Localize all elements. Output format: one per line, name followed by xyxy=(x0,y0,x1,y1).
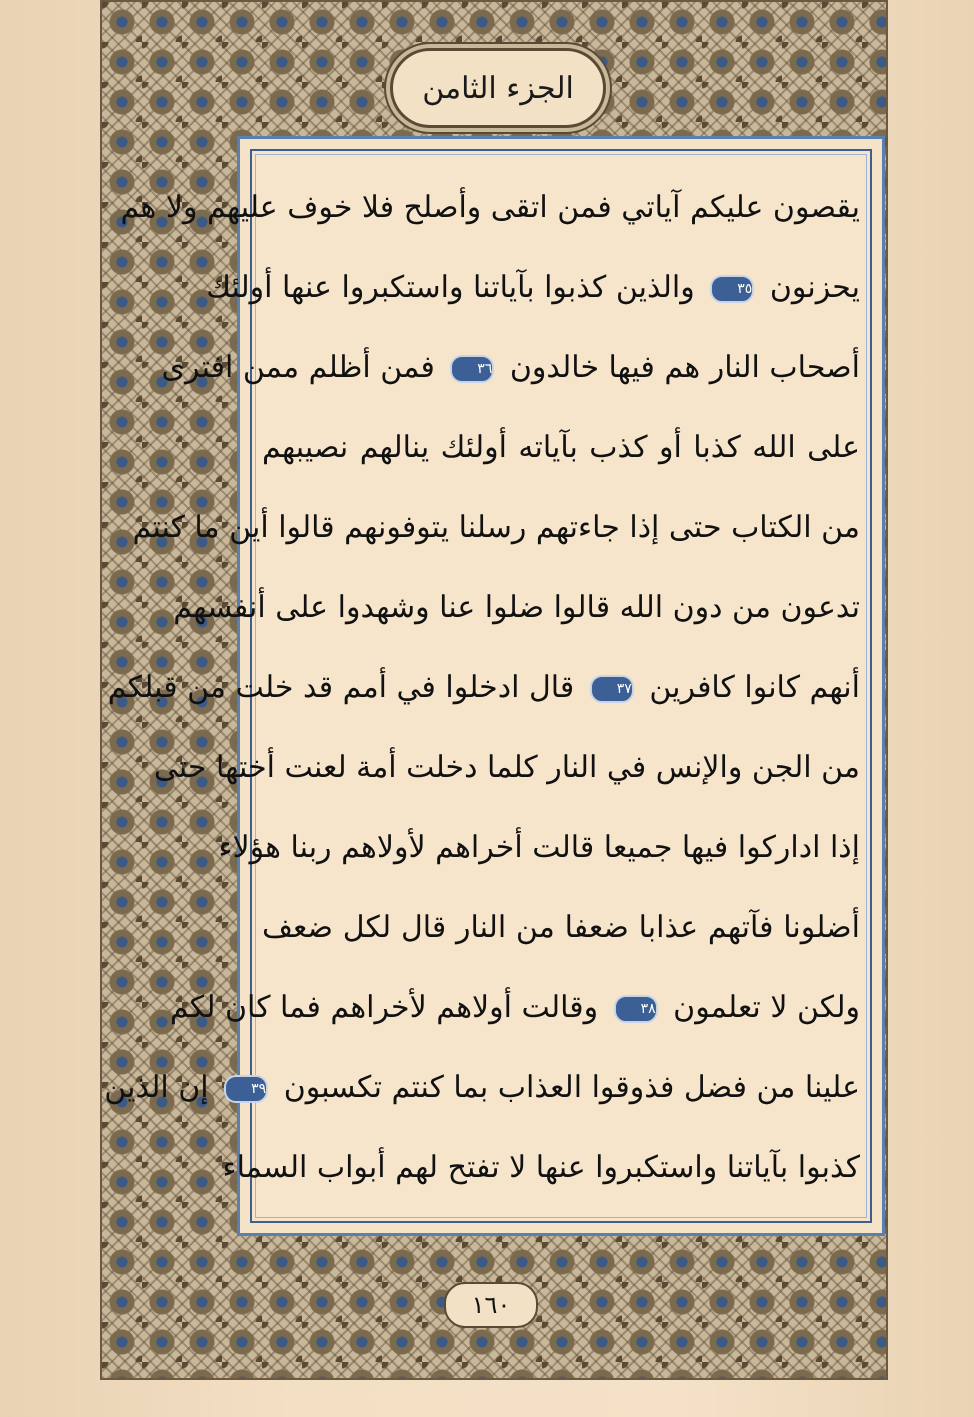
verse-text: كذبوا بآياتنا واستكبروا عنها لا تفتح لهم أبواب السماء xyxy=(222,1150,860,1185)
juz-title: الجزء الثامن xyxy=(422,70,574,106)
verse-text: يحزنون xyxy=(769,270,860,305)
verse-text: وقالت أولاهم لأخراهم فما كان لكم xyxy=(169,990,599,1025)
verse-text: أنهم كانوا كافرين xyxy=(649,670,860,705)
verse-text: إذا اداركوا فيها جميعا قالت أخراهم لأولاهم ربنا هؤلاء xyxy=(218,830,860,865)
verse-text: فمن أظلم ممن افترى xyxy=(161,350,435,385)
verse-line-1 xyxy=(120,168,860,248)
ayah-number-marker: ٣٩ xyxy=(224,1075,268,1103)
verse-line-12 xyxy=(104,1048,860,1128)
verse-line-3 xyxy=(161,328,860,408)
verse-text: تدعون من دون الله قالوا ضلوا عنا وشهدوا على أنفسهم xyxy=(173,590,860,625)
verse-text: على الله كذبا أو كذب بآياته أولئك ينالهم نصيبهم xyxy=(262,430,860,465)
verse-text: إن الذين xyxy=(104,1070,209,1105)
page-number: ١٦٠ xyxy=(471,1291,511,1319)
verse-text: يقصون عليكم آياتي فمن اتقى وأصلح فلا خوف عليهم ولا هم xyxy=(120,190,860,225)
ayah-number-marker: ٣٨ xyxy=(614,995,658,1023)
verse-line-4 xyxy=(262,408,860,488)
verse-text: ولكن لا تعلمون xyxy=(673,990,860,1025)
verse-text: علينا من فضل فذوقوا العذاب بما كنتم تكسبون xyxy=(283,1070,860,1105)
verse-line-9 xyxy=(218,808,860,888)
juz-header-cartouche xyxy=(390,48,606,128)
verse-line-13 xyxy=(222,1128,860,1208)
verse-line-2 xyxy=(206,248,860,328)
ayah-number-marker: ٣٦ xyxy=(450,355,494,383)
ayah-number-marker: ٣٥ xyxy=(710,275,754,303)
verse-line-8 xyxy=(153,728,860,808)
verse-line-11 xyxy=(169,968,860,1048)
verse-text: أضلونا فآتهم عذابا ضعفا من النار قال لكل ضعف xyxy=(262,910,860,945)
verse-line-10 xyxy=(262,888,860,968)
verse-text: قال ادخلوا في أمم قد خلت من قبلكم xyxy=(107,670,575,705)
verse-line-6 xyxy=(173,568,860,648)
verse-text: من الجن والإنس في النار كلما دخلت أمة لعنت أختها حتى xyxy=(153,750,860,785)
verse-text: والذين كذبوا بآياتنا واستكبروا عنها أولئك xyxy=(206,270,695,305)
verse-text: أصحاب النار هم فيها خالدون xyxy=(509,350,860,385)
page-number-cartouche xyxy=(444,1282,538,1328)
verse-text: من الكتاب حتى إذا جاءتهم رسلنا يتوفونهم قالوا أين ما كنتم xyxy=(132,510,860,545)
verse-line-7 xyxy=(107,648,860,728)
verse-text-block xyxy=(104,168,860,1208)
verse-line-5 xyxy=(132,488,860,568)
ayah-number-marker: ٣٧ xyxy=(590,675,634,703)
